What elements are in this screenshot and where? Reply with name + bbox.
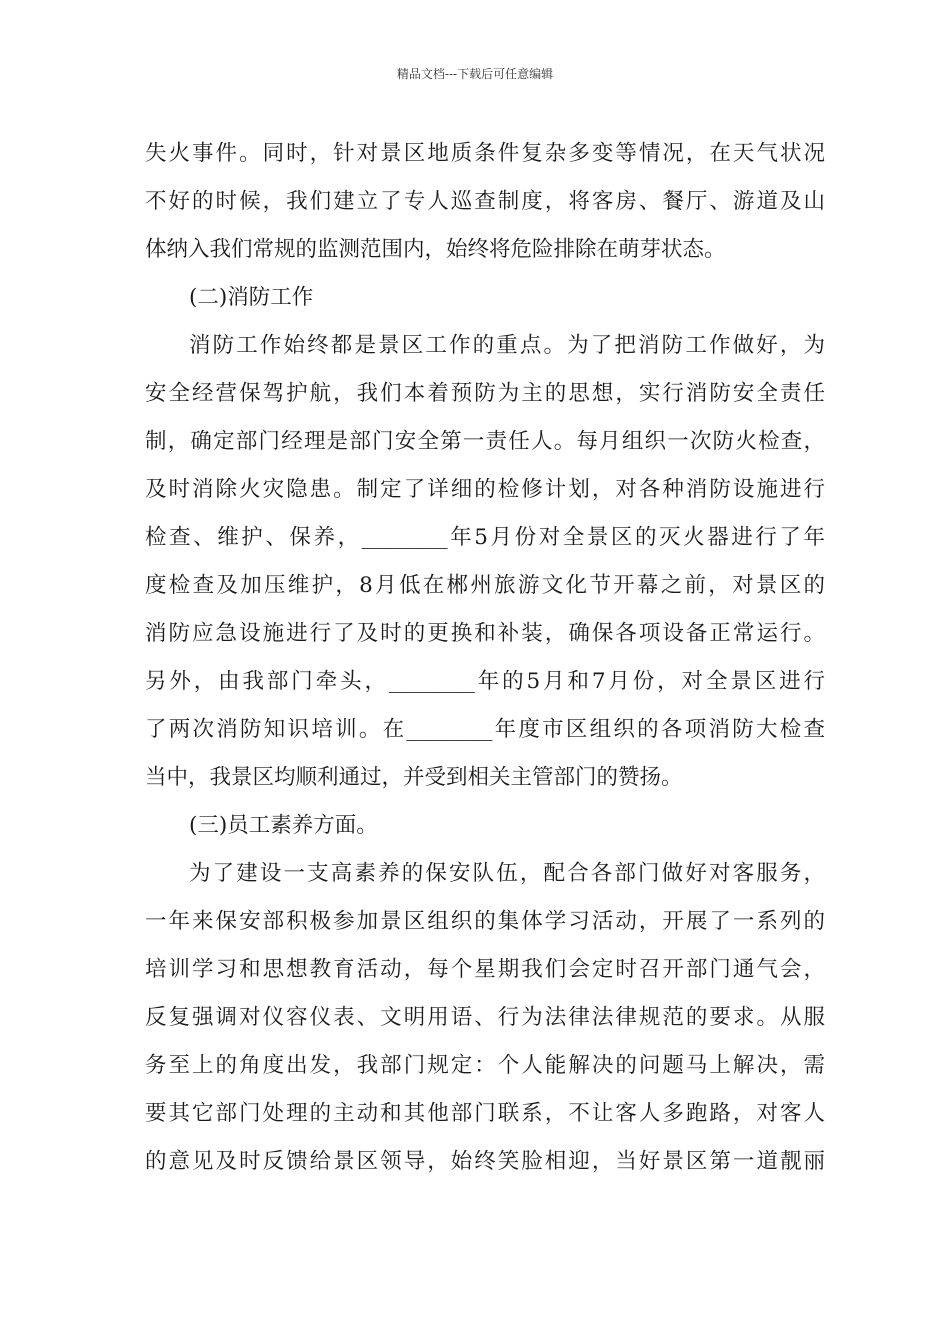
text-line: 一年来保安部积极参加景区组织的集体学习活动，开展了一系列的 [145, 909, 825, 934]
text-line: 检查、维护、保养，________年5月份对全景区的灭火器进行了年 [145, 525, 825, 550]
text-line: 度检查及加压维护，8月低在郴州旅游文化节开幕之前，对景区的 [145, 573, 825, 598]
text-line: 消防工作始终都是景区工作的重点。为了把消防工作做好，为 [189, 333, 825, 358]
section-heading: (二)消防工作 [189, 285, 314, 310]
section-heading: (三)员工素养方面。 [189, 813, 378, 838]
page-header [0, 66, 950, 82]
text-line: 不好的时候，我们建立了专人巡查制度，将客房、餐厅、游道及山 [145, 189, 825, 214]
text-line: 反复强调对仪容仪表、文明用语、行为法律法律规范的要求。从服 [145, 1005, 825, 1030]
document-body [145, 130, 825, 1186]
text-line: 及时消除火灾隐患。制定了详细的检修计划，对各种消防设施进行 [145, 477, 825, 502]
text-line: 消防应急设施进行了及时的更换和补装，确保各项设备正常运行。 [145, 621, 825, 646]
text-line: 务至上的角度出发，我部门规定：个人能解决的问题马上解决，需 [145, 1053, 825, 1078]
header-text: 精品文档---下载后可任意编辑 [396, 67, 554, 81]
text-line: 安全经营保驾护航，我们本着预防为主的思想，实行消防安全责任 [145, 381, 825, 406]
text-line: 制，确定部门经理是部门安全第一责任人。每月组织一次防火检查， [145, 429, 825, 454]
text-line: 失火事件。同时，针对景区地质条件复杂多变等情况，在天气状况 [145, 141, 825, 166]
text-line: 当中，我景区均顺利通过，并受到相关主管部门的赞扬。 [145, 765, 683, 790]
text-line: 要其它部门处理的主动和其他部门联系，不让客人多跑路，对客人 [145, 1101, 825, 1126]
text-line: 为了建设一支高素养的保安队伍，配合各部门做好对客服务， [189, 861, 825, 886]
text-line: 另外，由我部门牵头，________年的5月和7月份，对全景区进行 [145, 669, 825, 694]
text-line: 培训学习和思想教育活动，每个星期我们会定时召开部门通气会， [145, 957, 825, 982]
text-line: 的意见及时反馈给景区领导，始终笑脸相迎，当好景区第一道靓丽 [145, 1149, 825, 1174]
text-line: 了两次消防知识培训。在________年度市区组织的各项消防大检查 [145, 717, 825, 742]
text-line: 体纳入我们常规的监测范围内，始终将危险排除在萌芽状态。 [145, 237, 726, 262]
